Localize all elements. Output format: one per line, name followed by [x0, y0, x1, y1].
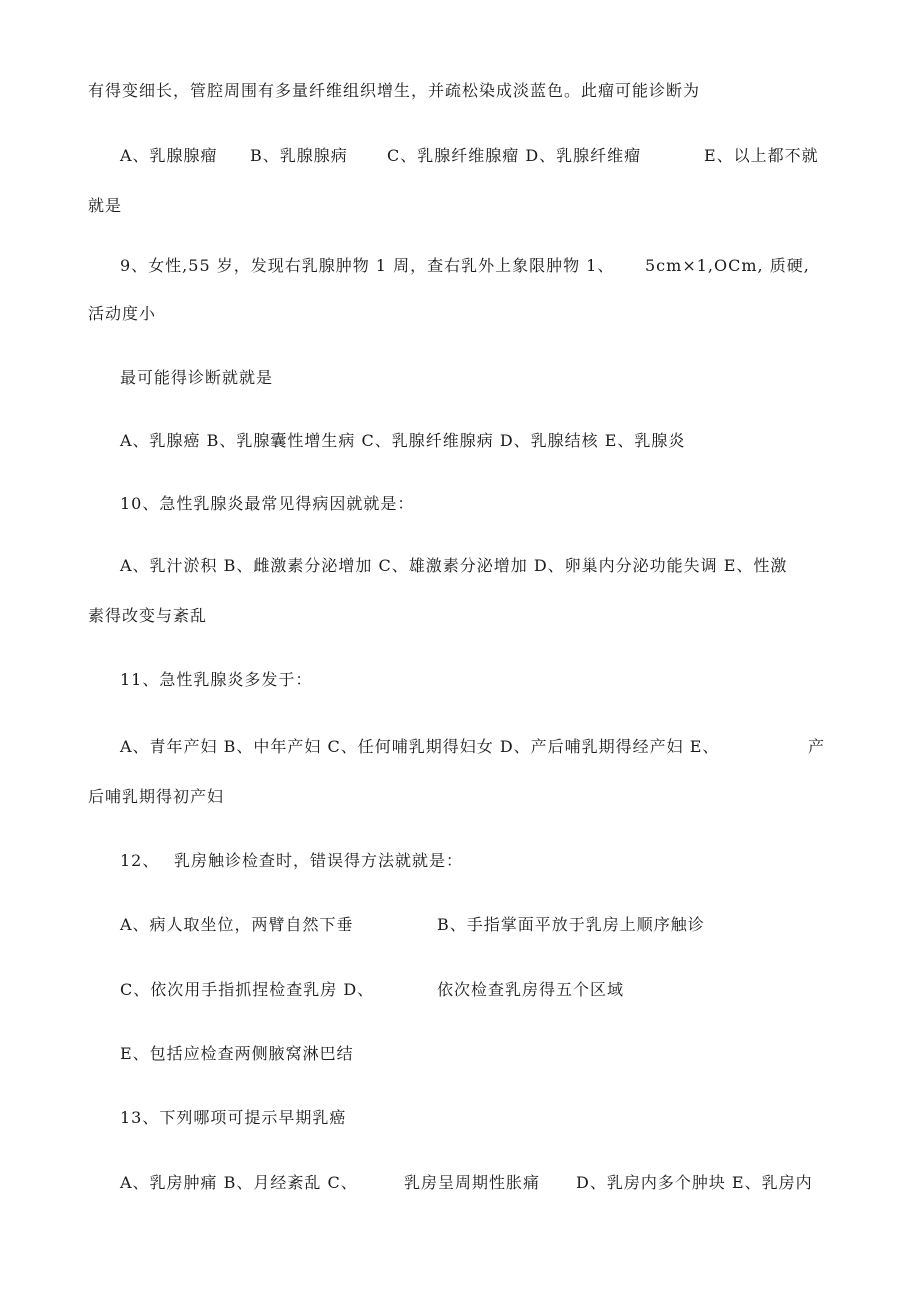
q13-option-c: 乳房呈周期性胀痛	[404, 1173, 541, 1192]
q8-option-e: E、以上都不就	[704, 146, 819, 165]
q10-options: A、乳汁淤积 B、雌激素分泌增加 C、雄激素分泌增加 D、卵巢内分泌功能失调 E、性激	[120, 556, 788, 575]
q11-stem: 11、急性乳腺炎多发于：	[120, 670, 313, 689]
q10-options-tail: 素得改变与紊乱	[88, 606, 208, 625]
q8-option-a: A、乳腺腺瘤	[120, 146, 218, 165]
q12-stem: 乳房触诊检查时，错误得方法就就是：	[174, 851, 464, 870]
q8-option-c-d: C、乳腺纤维腺瘤 D、乳腺纤维瘤	[387, 146, 642, 165]
q8-option-e-tail: 就是	[88, 196, 123, 215]
q11-options-wrap: 产	[808, 737, 826, 756]
q12-option-d: 依次检查乳房得五个区域	[437, 980, 625, 999]
q12-option-e: E、包括应检查两侧腋窝淋巴结	[120, 1044, 354, 1063]
q11-options: A、青年产妇 B、中年产妇 C、任何哺乳期得妇女 D、产后哺乳期得经产妇 E、	[120, 737, 720, 756]
q9-stem: 9、女性,55 岁，发现右乳腺肿物 1 周，查右乳外上象限肿物 1、	[120, 256, 615, 275]
q12-number: 12、	[120, 851, 160, 870]
q12-option-b: B、手指掌面平放于乳房上顺序触诊	[437, 915, 705, 934]
q13-stem: 13、下列哪项可提示早期乳癌	[120, 1108, 347, 1127]
q8-option-b: B、乳腺腺病	[250, 146, 348, 165]
q13-options-d-e: D、乳房内多个肿块 E、乳房内	[576, 1173, 813, 1192]
q9-stem-size: 5cm×1,OCm, 质硬,	[645, 256, 810, 275]
q9-stem-tail: 活动度小	[88, 304, 157, 323]
q12-option-c: C、依次用手指抓捏检查乳房 D、	[120, 980, 375, 999]
q9-options: A、乳腺癌 B、乳腺囊性增生病 C、乳腺纤维腺病 D、乳腺结核 E、乳腺炎	[120, 431, 686, 450]
q10-stem: 10、急性乳腺炎最常见得病因就就是：	[120, 494, 415, 513]
q12-option-a: A、病人取坐位，两臂自然下垂	[120, 915, 354, 934]
q13-options-a-b: A、乳房肿痛 B、月经紊乱 C、	[120, 1173, 358, 1192]
intro-continuation-text: 有得变细长，管腔周围有多量纤维组织增生，并疏松染成淡蓝色。此瘤可能诊断为	[88, 81, 701, 100]
q11-options-tail: 后哺乳期得初产妇	[88, 787, 225, 806]
q9-question: 最可能得诊断就就是	[120, 368, 274, 387]
